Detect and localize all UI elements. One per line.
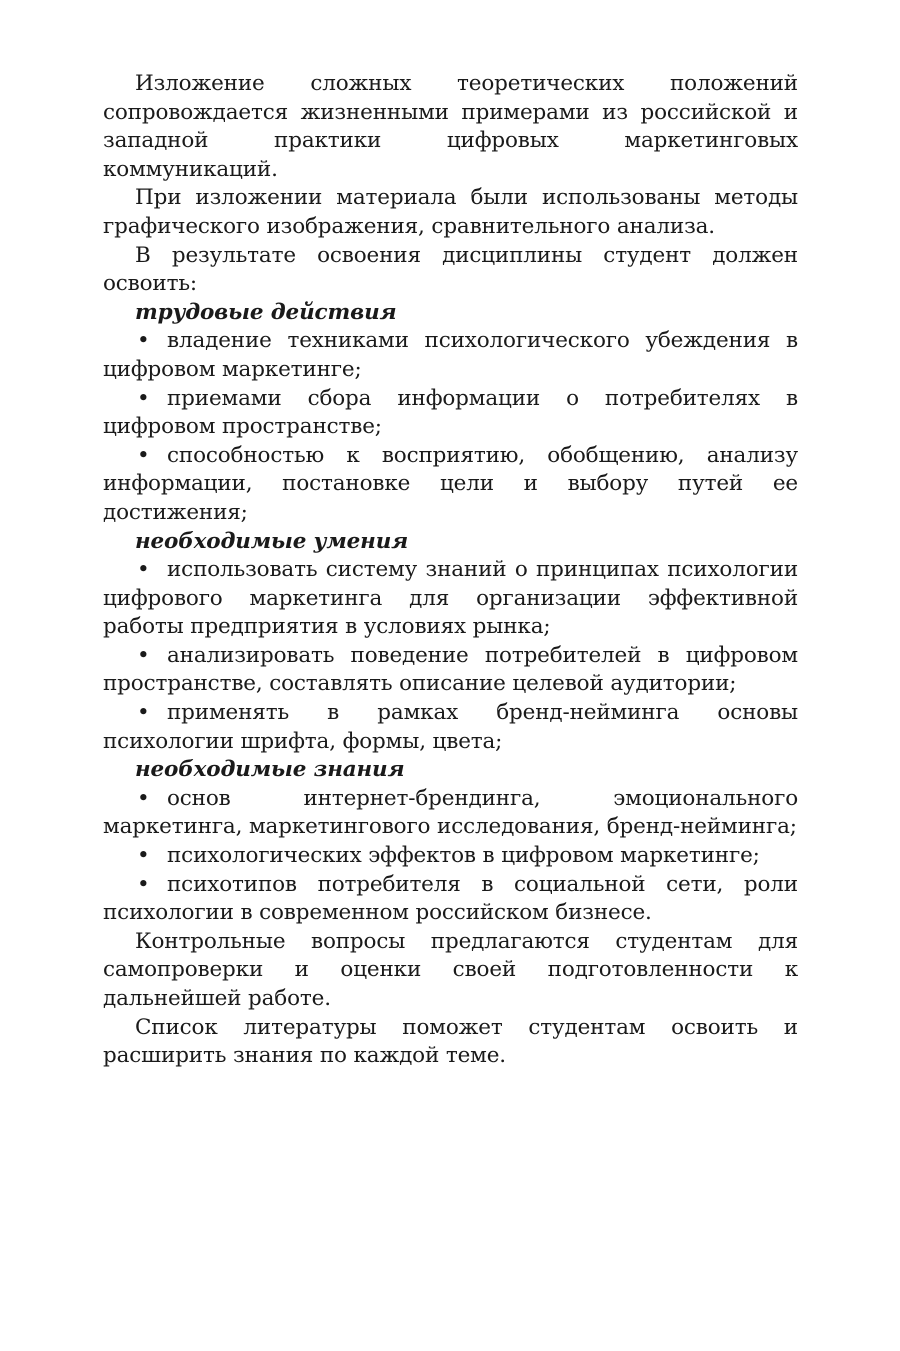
paragraph-control-questions: Контрольные вопросы предлагаются студентам для самопроверки и оценки своей подготовленности к дальнейшей работе. xyxy=(103,928,798,1011)
bullet-glyph: • xyxy=(137,642,150,668)
bullet-glyph: • xyxy=(137,700,150,726)
heading-required-knowledge: необходимые знания xyxy=(135,757,405,783)
bullet-text: психотипов потребителя в социальной сети, роли психологии в современном российском бизнесе. xyxy=(103,871,798,926)
bullet-glyph: • xyxy=(137,557,150,583)
bullet-item xyxy=(103,699,798,756)
paragraph-outcome: В результате освоения дисциплины студент должен освоить: xyxy=(103,242,798,297)
heading-required-skills: необходимые умения xyxy=(135,528,409,554)
bullet-text: способностью к восприятию, обобщению, анализу информации, постановке цели и выбору путей ее достижения; xyxy=(103,442,798,525)
bullet-text: использовать систему знаний о принципах психологии цифрового маркетинга для организации эффективной работы предприятия в условиях рынка; xyxy=(103,557,798,640)
bullet-glyph: • xyxy=(137,385,150,411)
heading-labor-actions: трудовые действия xyxy=(135,299,397,325)
bullet-item xyxy=(103,871,798,928)
bullet-glyph: • xyxy=(137,328,150,354)
bullet-glyph: • xyxy=(137,785,150,811)
bullet-text: основ интернет-брендинга, эмоционального маркетинга, маркетингового исследования, бренд-нейминга; xyxy=(103,785,798,840)
bullet-glyph: • xyxy=(137,843,150,869)
bullet-item xyxy=(103,785,798,842)
bullet-item xyxy=(103,842,798,871)
page-text xyxy=(103,70,798,1071)
bullet-text: анализировать поведение потребителей в цифровом пространстве, составлять описание целевой аудитории; xyxy=(103,642,798,697)
bullet-item xyxy=(103,442,798,528)
bullet-glyph: • xyxy=(137,442,150,468)
bullet-item xyxy=(103,385,798,442)
paragraph-literature: Список литературы поможет студентам освоить и расширить знания по каждой теме. xyxy=(103,1014,798,1069)
bullet-item xyxy=(103,642,798,699)
paragraph-intro: Изложение сложных теоретических положений сопровождается жизненными примерами из российской и западной практики цифровых маркетинговых коммуникаций. xyxy=(103,71,798,182)
paragraph-methods: При изложении материала были использованы методы графического изображения, сравнительного анализа. xyxy=(103,185,798,239)
bullet-text: приемами сбора информации о потребителях в цифровом пространстве; xyxy=(103,385,798,440)
bullet-glyph: • xyxy=(137,871,150,897)
bullet-item xyxy=(103,556,798,642)
bullet-item xyxy=(103,327,798,384)
bullet-text: владение техниками психологического убеждения в цифровом маркетинге; xyxy=(103,328,798,382)
bullet-text: применять в рамках бренд-нейминга основы психологии шрифта, формы, цвета; xyxy=(103,700,798,754)
bullet-text: психологических эффектов в цифровом маркетинге; xyxy=(167,843,760,869)
